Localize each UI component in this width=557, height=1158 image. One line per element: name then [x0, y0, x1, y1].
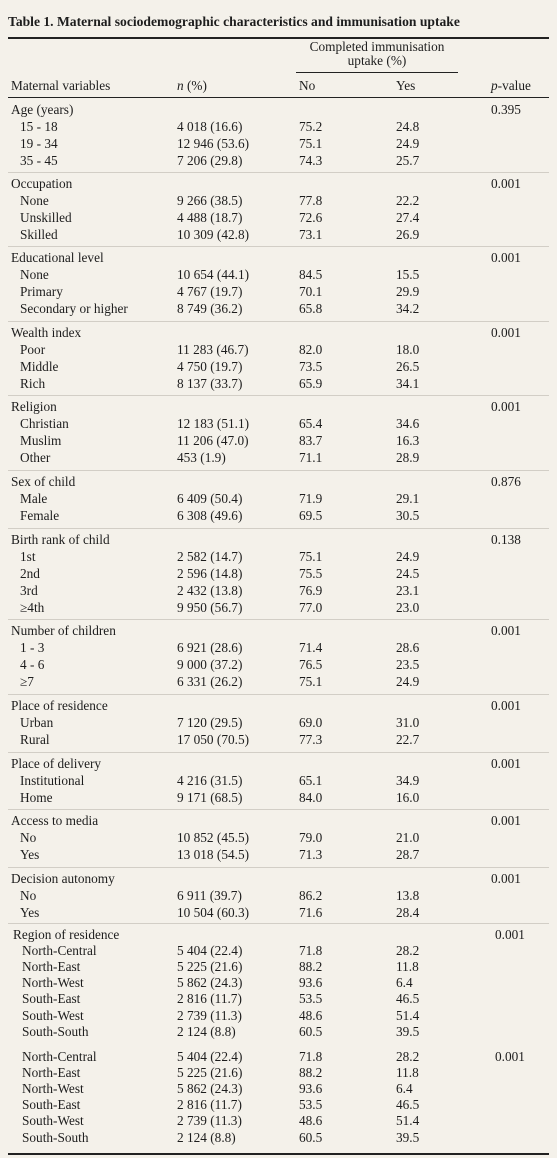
header-completed-uptake: Completed immunisation uptake (%) — [309, 39, 445, 68]
row-yes-percent: 39.5 — [396, 1023, 420, 1039]
row-n-percent: 453 (1.9) — [177, 450, 226, 465]
row-n-percent: 10 852 (45.5) — [177, 830, 250, 845]
row-no-percent: 75.1 — [299, 549, 323, 564]
row-label: Urban — [20, 715, 54, 730]
row-n-percent: 2 582 (14.7) — [177, 549, 243, 564]
row-n-percent: 4 488 (18.7) — [177, 210, 243, 225]
row-yes-percent: 24.9 — [396, 674, 420, 689]
row-no-percent: 77.8 — [299, 193, 323, 208]
row-label: ≥4th — [20, 600, 45, 615]
section-p-value: 0.001 — [491, 250, 521, 265]
row-label: 35 - 45 — [20, 153, 58, 168]
row-no-percent: 72.6 — [299, 210, 323, 225]
row-label: Primary — [20, 284, 63, 299]
row-no-percent: 71.6 — [299, 905, 323, 920]
row-yes-percent: 24.8 — [396, 119, 420, 134]
row-no-percent: 75.2 — [299, 119, 323, 134]
section-label: Religion — [11, 399, 57, 414]
row-n-percent: 2 816 (11.7) — [177, 991, 242, 1007]
section-separator — [8, 923, 549, 924]
row-label: Yes — [20, 847, 40, 862]
row-yes-percent: 30.5 — [396, 508, 420, 523]
row-no-percent: 76.9 — [299, 583, 323, 598]
row-n-percent: 5 404 (22.4) — [177, 943, 243, 959]
row-label: Christian — [20, 416, 69, 431]
row-no-percent: 65.4 — [299, 416, 323, 431]
row-yes-percent: 34.2 — [396, 301, 420, 316]
row-label: None — [20, 267, 49, 282]
row-yes-percent: 34.6 — [396, 416, 420, 431]
row-label: South-East — [22, 991, 81, 1007]
row-yes-percent: 24.5 — [396, 566, 420, 581]
row-n-percent: 7 206 (29.8) — [177, 153, 243, 168]
section-separator — [8, 470, 549, 471]
row-label: Poor — [20, 342, 46, 357]
row-label: North-West — [22, 975, 84, 991]
row-yes-percent: 22.7 — [396, 732, 420, 747]
row-label: North-East — [22, 1065, 81, 1081]
row-yes-percent: 27.4 — [396, 210, 420, 225]
row-n-percent: 5 225 (21.6) — [177, 1065, 243, 1081]
row-yes-percent: 21.0 — [396, 830, 420, 845]
row-yes-percent: 24.9 — [396, 549, 420, 564]
section-p-value: 0.001 — [491, 698, 521, 713]
row-yes-percent: 24.9 — [396, 136, 420, 151]
row-yes-percent: 51.4 — [396, 1007, 420, 1023]
row-n-percent: 2 739 (11.3) — [177, 1113, 242, 1129]
row-no-percent: 93.6 — [299, 1081, 323, 1097]
row-no-percent: 84.5 — [299, 267, 323, 282]
row-n-percent: 4 750 (19.7) — [177, 359, 243, 374]
row-n-percent: 9 266 (38.5) — [177, 193, 243, 208]
row-n-percent: 5 225 (21.6) — [177, 959, 243, 975]
row-no-percent: 71.8 — [299, 1049, 323, 1064]
row-yes-percent: 46.5 — [396, 991, 420, 1007]
row-yes-percent: 11.8 — [396, 959, 419, 975]
section-label: Access to media — [11, 813, 99, 828]
section-label: Occupation — [11, 176, 73, 191]
row-label: Middle — [20, 359, 59, 374]
row-label: Skilled — [20, 227, 58, 242]
row-no-percent: 53.5 — [299, 991, 323, 1007]
row-yes-percent: 23.5 — [396, 657, 420, 672]
section-p-value: 0.001 — [495, 927, 525, 942]
row-yes-percent: 16.0 — [396, 790, 420, 805]
row-n-percent: 5 862 (24.3) — [177, 975, 243, 991]
header-n-percent: n (%) — [177, 78, 207, 93]
top-rule — [8, 37, 549, 39]
row-label: 1st — [20, 549, 36, 564]
section-label: Number of children — [11, 623, 116, 638]
row-yes-percent: 28.2 — [396, 943, 420, 959]
row-n-percent: 2 124 (8.8) — [177, 1023, 236, 1039]
section-p-value: 0.001 — [491, 813, 521, 828]
header-yes: Yes — [396, 78, 416, 93]
row-label: South-South — [22, 1129, 89, 1145]
row-no-percent: 88.2 — [299, 1065, 323, 1081]
row-no-percent: 71.3 — [299, 847, 323, 862]
row-yes-percent: 51.4 — [396, 1113, 420, 1129]
section-separator — [8, 321, 549, 322]
section-p-value: 0.001 — [495, 1049, 525, 1064]
section-p-value: 0.138 — [491, 532, 521, 547]
row-no-percent: 73.1 — [299, 227, 323, 242]
row-n-percent: 7 120 (29.5) — [177, 715, 243, 730]
row-no-percent: 74.3 — [299, 153, 323, 168]
row-n-percent: 2 739 (11.3) — [177, 1007, 242, 1023]
row-label: Unskilled — [20, 210, 72, 225]
section-separator — [8, 528, 549, 529]
row-no-percent: 88.2 — [299, 959, 323, 975]
row-label: 1 - 3 — [20, 640, 45, 655]
row-yes-percent: 31.0 — [396, 715, 420, 730]
row-n-percent: 2 816 (11.7) — [177, 1097, 242, 1113]
header-maternal-variables: Maternal variables — [11, 78, 111, 93]
section-p-value: 0.395 — [491, 102, 521, 117]
row-yes-percent: 28.2 — [396, 1049, 420, 1064]
row-yes-percent: 22.2 — [396, 193, 420, 208]
row-n-percent: 17 050 (70.5) — [177, 732, 250, 747]
row-label: South-South — [22, 1023, 89, 1039]
row-label: Female — [20, 508, 60, 523]
section-separator — [8, 694, 549, 695]
row-label: Yes — [20, 905, 40, 920]
row-label: North-West — [22, 1081, 84, 1097]
row-n-percent: 9 000 (37.2) — [177, 657, 243, 672]
row-n-percent: 2 124 (8.8) — [177, 1129, 236, 1145]
row-n-percent: 9 171 (68.5) — [177, 790, 243, 805]
row-label: Rich — [20, 376, 46, 391]
row-yes-percent: 28.7 — [396, 847, 420, 862]
row-yes-percent: 23.0 — [396, 600, 420, 615]
row-no-percent: 48.6 — [299, 1113, 323, 1129]
row-no-percent: 75.5 — [299, 566, 323, 581]
section-p-value: 0.001 — [491, 623, 521, 638]
row-n-percent: 10 504 (60.3) — [177, 905, 250, 920]
row-yes-percent: 29.1 — [396, 491, 420, 506]
row-n-percent: 12 183 (51.1) — [177, 416, 250, 431]
row-label: 19 - 34 — [20, 136, 58, 151]
section-p-value: 0.001 — [491, 756, 521, 771]
row-no-percent: 48.6 — [299, 1007, 323, 1023]
row-label: None — [20, 193, 49, 208]
row-label: 3rd — [20, 583, 38, 598]
section-separator — [8, 246, 549, 247]
section-label: Place of residence — [11, 698, 108, 713]
row-no-percent: 76.5 — [299, 657, 323, 672]
section-separator — [8, 619, 549, 620]
row-n-percent: 2 596 (14.8) — [177, 566, 243, 581]
row-n-percent: 5 404 (22.4) — [177, 1049, 243, 1064]
row-label: Institutional — [20, 773, 85, 788]
section-p-value: 0.876 — [491, 474, 521, 489]
row-yes-percent: 18.0 — [396, 342, 420, 357]
row-label: No — [20, 830, 37, 845]
row-no-percent: 79.0 — [299, 830, 323, 845]
row-label: North-East — [22, 959, 81, 975]
row-n-percent: 11 206 (47.0) — [177, 433, 249, 448]
row-yes-percent: 29.9 — [396, 284, 420, 299]
row-yes-percent: 46.5 — [396, 1097, 420, 1113]
row-label: Male — [20, 491, 48, 506]
row-no-percent: 93.6 — [299, 975, 323, 991]
row-label: South-East — [22, 1097, 81, 1113]
row-yes-percent: 26.5 — [396, 359, 420, 374]
section-separator — [8, 395, 549, 396]
row-n-percent: 10 309 (42.8) — [177, 227, 250, 242]
row-no-percent: 82.0 — [299, 342, 323, 357]
row-no-percent: 65.1 — [299, 773, 323, 788]
section-p-value: 0.001 — [491, 176, 521, 191]
row-no-percent: 77.0 — [299, 600, 323, 615]
row-no-percent: 86.2 — [299, 888, 323, 903]
row-label: Muslim — [20, 433, 62, 448]
section-separator — [8, 809, 549, 810]
row-n-percent: 9 950 (56.7) — [177, 600, 243, 615]
row-n-percent: 10 654 (44.1) — [177, 267, 250, 282]
row-label: 2nd — [20, 566, 40, 581]
row-yes-percent: 15.5 — [396, 267, 420, 282]
row-no-percent: 60.5 — [299, 1129, 323, 1145]
row-n-percent: 2 432 (13.8) — [177, 583, 243, 598]
row-label: 4 - 6 — [20, 657, 45, 672]
header-group-underline — [296, 72, 458, 73]
row-yes-percent: 34.1 — [396, 376, 420, 391]
row-n-percent: 6 331 (26.2) — [177, 674, 243, 689]
row-n-percent: 8 137 (33.7) — [177, 376, 243, 391]
row-yes-percent: 25.7 — [396, 153, 420, 168]
section-p-value: 0.001 — [491, 325, 521, 340]
row-n-percent: 5 862 (24.3) — [177, 1081, 243, 1097]
row-no-percent: 53.5 — [299, 1097, 323, 1113]
row-no-percent: 71.4 — [299, 640, 323, 655]
section-label: Region of residence — [13, 927, 120, 942]
row-no-percent: 65.9 — [299, 376, 323, 391]
row-yes-percent: 6.4 — [396, 1081, 413, 1097]
row-label: Other — [20, 450, 51, 465]
row-n-percent: 13 018 (54.5) — [177, 847, 250, 862]
row-yes-percent: 23.1 — [396, 583, 420, 598]
row-no-percent: 71.8 — [299, 943, 323, 959]
row-n-percent: 6 308 (49.6) — [177, 508, 243, 523]
row-n-percent: 6 921 (28.6) — [177, 640, 243, 655]
row-n-percent: 4 216 (31.5) — [177, 773, 243, 788]
row-no-percent: 71.9 — [299, 491, 323, 506]
section-label: Age (years) — [11, 102, 74, 117]
row-no-percent: 83.7 — [299, 433, 323, 448]
row-no-percent: 84.0 — [299, 790, 323, 805]
row-yes-percent: 39.5 — [396, 1129, 420, 1145]
row-n-percent: 6 911 (39.7) — [177, 888, 242, 903]
row-no-percent: 70.1 — [299, 284, 323, 299]
header-p-value: p-value — [491, 78, 531, 93]
row-no-percent: 69.0 — [299, 715, 323, 730]
section-separator — [8, 172, 549, 173]
row-no-percent: 75.1 — [299, 674, 323, 689]
row-label: 15 - 18 — [20, 119, 58, 134]
row-label: No — [20, 888, 37, 903]
row-n-percent: 12 946 (53.6) — [177, 136, 250, 151]
section-label: Sex of child — [11, 474, 76, 489]
row-label: South-West — [22, 1113, 84, 1129]
row-yes-percent: 16.3 — [396, 433, 420, 448]
section-label: Birth rank of child — [11, 532, 110, 547]
row-label: Home — [20, 790, 53, 805]
row-yes-percent: 34.9 — [396, 773, 420, 788]
row-label: South-West — [22, 1007, 84, 1023]
row-n-percent: 6 409 (50.4) — [177, 491, 243, 506]
row-n-percent: 8 749 (36.2) — [177, 301, 243, 316]
row-yes-percent: 26.9 — [396, 227, 420, 242]
row-label: Rural — [20, 732, 50, 747]
row-yes-percent: 6.4 — [396, 975, 413, 991]
row-n-percent: 11 283 (46.7) — [177, 342, 249, 357]
row-yes-percent: 28.6 — [396, 640, 420, 655]
row-label: Secondary or higher — [20, 301, 128, 316]
header-no: No — [299, 78, 316, 93]
row-label: North-Central — [22, 1049, 97, 1064]
row-yes-percent: 28.4 — [396, 905, 420, 920]
row-no-percent: 60.5 — [299, 1023, 323, 1039]
section-separator — [8, 752, 549, 753]
section-label: Wealth index — [11, 325, 82, 340]
header-rule — [8, 97, 549, 98]
row-label: ≥7 — [20, 674, 34, 689]
row-yes-percent: 13.8 — [396, 888, 420, 903]
row-n-percent: 4 767 (19.7) — [177, 284, 243, 299]
section-label: Place of delivery — [11, 756, 102, 771]
section-separator — [8, 867, 549, 868]
section-label: Educational level — [11, 250, 104, 265]
section-p-value: 0.001 — [491, 399, 521, 414]
bottom-rule — [8, 1153, 549, 1155]
row-label: North-Central — [22, 943, 97, 959]
table-title: Table 1. Maternal sociodemographic characteristics and immunisation uptake — [8, 14, 460, 29]
row-yes-percent: 28.9 — [396, 450, 420, 465]
row-n-percent: 4 018 (16.6) — [177, 119, 243, 134]
row-no-percent: 71.1 — [299, 450, 323, 465]
section-p-value: 0.001 — [491, 871, 521, 886]
row-no-percent: 65.8 — [299, 301, 323, 316]
section-label: Decision autonomy — [11, 871, 115, 886]
row-no-percent: 73.5 — [299, 359, 323, 374]
row-no-percent: 77.3 — [299, 732, 323, 747]
row-no-percent: 75.1 — [299, 136, 323, 151]
row-no-percent: 69.5 — [299, 508, 323, 523]
row-yes-percent: 11.8 — [396, 1065, 419, 1081]
